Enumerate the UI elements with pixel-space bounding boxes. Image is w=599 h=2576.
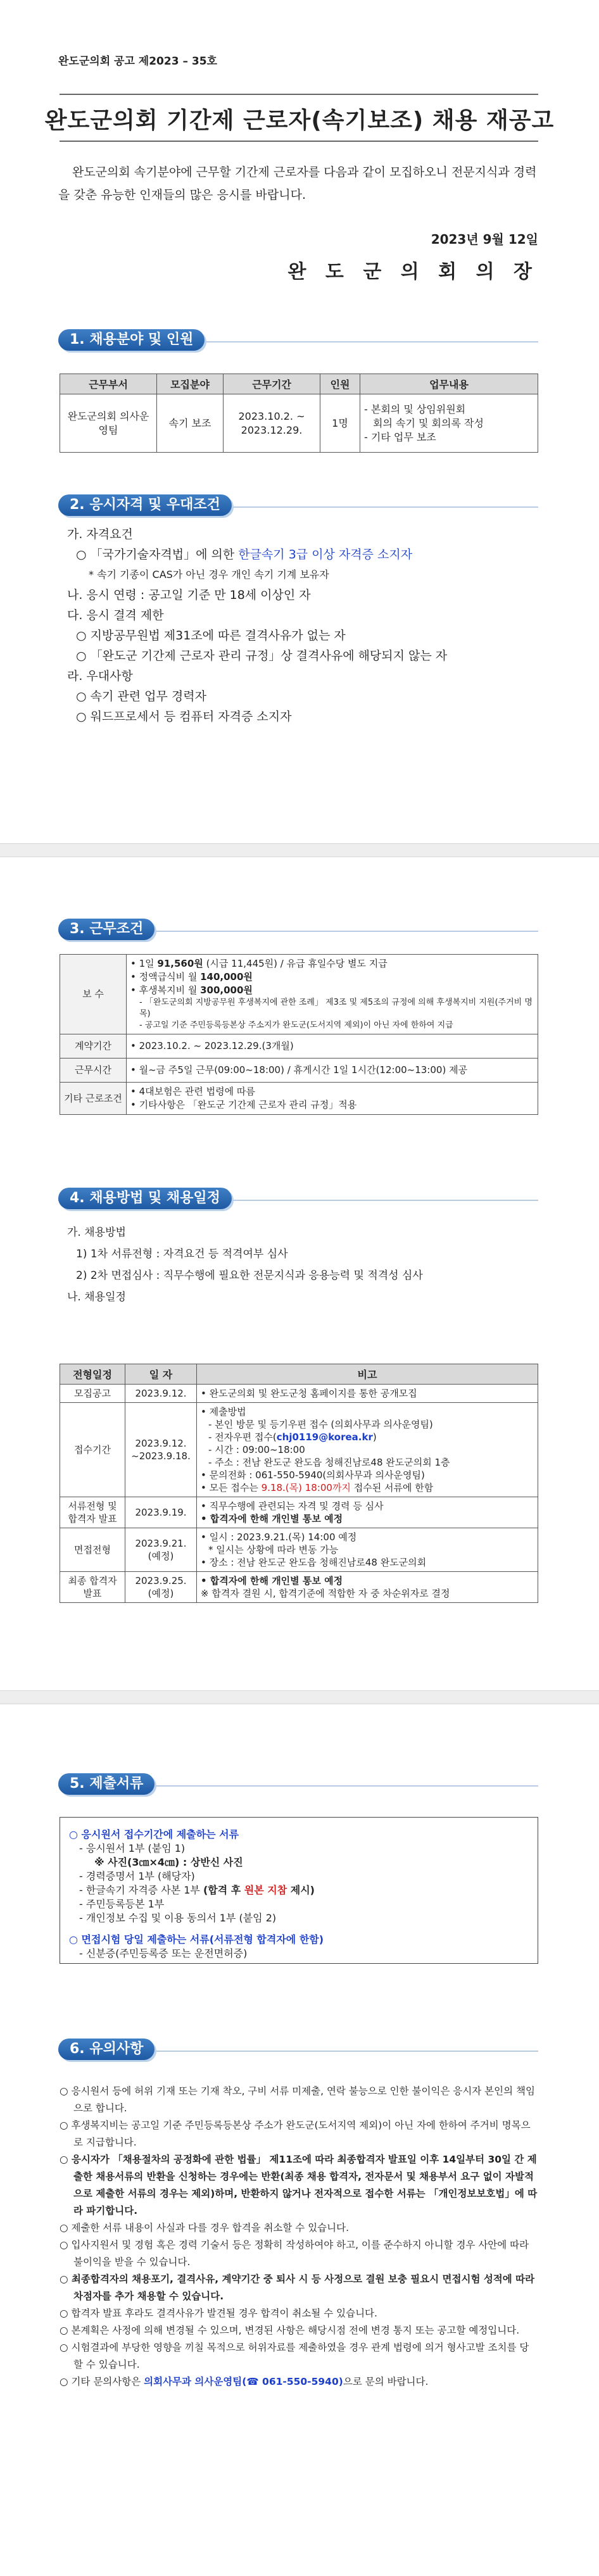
list-note: * 속기 기종이 CAS가 아닌 경우 개인 속기 기계 보유자 <box>89 569 329 581</box>
documents-list <box>69 1828 324 1961</box>
note-item: ○ 응시원서 등에 허위 기재 또는 기재 착오, 구비 서류 미제출, 연락 불능으로 인한 불이익은 응시자 본인의 책임으로 합니다. <box>60 2085 535 2114</box>
note-item: ○ 본계획은 사정에 의해 변경될 수 있으며, 변경된 사항은 해당시점 전에 변경 통지 또는 공고할 예정입니다. <box>60 2325 520 2336</box>
note-line: • 합격자에 한해 개인별 통보 예정 <box>201 1575 343 1586</box>
table-row <box>60 1497 538 1528</box>
note-line: ※ 합격자 결원 시, 합격기준에 적합한 자 중 차순위자로 결정 <box>201 1588 450 1599</box>
row-label: 보 수 <box>60 955 127 1034</box>
note-item: ○ 후생복지비는 공고일 기준 주민등록등본상 주소가 완도군(도서지역 제외)이 아닌 자에 한하여 주거비 명목으로 지급합니다. <box>60 2120 531 2148</box>
table-header-row <box>60 1364 538 1385</box>
text: 접수된 서류에 한함 <box>350 1482 434 1493</box>
col-header: 근무부서 <box>60 374 157 394</box>
table-row <box>60 1385 538 1403</box>
doc-item: - 개인정보 수집 및 이용 동의서 1부 (붙임 2) <box>79 1912 277 1924</box>
cell-note <box>197 1572 538 1603</box>
section-heading-1: 1. 채용분야 및 인원 <box>58 329 205 351</box>
page-break <box>0 1690 599 1704</box>
table-row <box>60 1572 538 1603</box>
cell-count: 1명 <box>320 394 360 453</box>
list-item: 라. 우대사항 <box>67 669 133 683</box>
doc-item: - 신분증(주민등록증 또는 운전면허증) <box>79 1947 248 1959</box>
table-row <box>60 1034 538 1059</box>
cell-date: 2023.9.25. (예정) <box>125 1572 197 1603</box>
cell-note: • 완도군의회 및 완도군청 홈페이지를 통한 공개모집 <box>197 1385 538 1403</box>
recruit-table <box>60 374 538 453</box>
text: • 모든 접수는 <box>201 1482 262 1493</box>
cell-date: 2023.9.12. ~2023.9.18. <box>125 1403 197 1497</box>
note-line: • 제출방법 <box>201 1406 246 1417</box>
text: (합격 후 <box>203 1884 244 1896</box>
pay-line <box>130 971 534 984</box>
page-title: 완도군의회 기간제 근로자(속기보조) 채용 재공고 <box>44 108 555 134</box>
doc-note: ※ 사진(3㎝×4㎝) : 상반신 사진 <box>94 1856 243 1868</box>
note-line: - 본인 방문 및 등기우편 접수 (의회사무과 의사운영팀) <box>208 1419 433 1430</box>
divider <box>60 141 538 142</box>
doc-heading: ○ 면접시험 당일 제출하는 서류(서류전형 합격자에 한함) <box>69 1933 324 1945</box>
list-item: 다. 응시 결격 제한 <box>67 608 164 622</box>
cell-stage: 접수기간 <box>60 1403 125 1497</box>
note-line: • 일시 : 2023.9.21.(목) 14:00 예정 <box>201 1531 357 1543</box>
section-heading-4: 4. 채용방법 및 채용일정 <box>58 1188 232 1209</box>
note-line: • 합격자에 한해 개인별 통보 예정 <box>201 1513 343 1524</box>
cell-stage: 모집공고 <box>60 1385 125 1403</box>
text: • 정액급식비 월 <box>130 971 201 983</box>
text: 원본 지참 <box>244 1884 287 1896</box>
note-item: ○ 합격자 발표 후라도 결격사유가 발견될 경우 합격이 취소될 수 있습니다. <box>60 2308 377 2319</box>
cell-pay <box>127 955 538 1034</box>
note-line: - 주소 : 전남 완도군 완도읍 청해진남로48 완도군의회 1층 <box>208 1457 450 1468</box>
row-label: 계약기간 <box>60 1034 127 1059</box>
divider <box>60 94 538 95</box>
doc-heading: ○ 응시원서 접수기간에 제출하는 서류 <box>69 1828 239 1840</box>
note-item: ○ 제출한 서류 내용이 사실과 다를 경우 합격을 취소할 수 있습니다. <box>60 2222 350 2234</box>
deadline-text: 9.18.(목) 18:00까지 <box>261 1482 351 1493</box>
pay-line <box>130 957 534 971</box>
text: 으로 문의 바랍니다. <box>343 2376 429 2387</box>
notes-list <box>60 2083 538 2391</box>
text: 제시) <box>287 1884 315 1896</box>
duty-line: - 본회의 및 상임위원회 <box>364 403 466 415</box>
email-link[interactable]: chj0119@korea.kr <box>276 1431 373 1443</box>
cell-field: 속기 보조 <box>157 394 224 453</box>
contact-info: 의회사무과 의사운영팀(☎ 061-550-5940) <box>144 2376 343 2387</box>
cell-duties <box>360 394 538 453</box>
list-item: 나. 응시 연령 : 공고일 기준 만 18세 이상인 자 <box>67 588 311 602</box>
note-line: * 일시는 상황에 따라 변동 가능 <box>208 1544 339 1555</box>
note-item: ○ 응시자가 「채용절차의 공정화에 관한 법률」 제11조에 따라 최종합격자 발표일 이후 14일부터 30일 간 제출한 채용서류의 반환을 신청하는 경우에는 반환(최종 채용 합격자, 전자문서 및 채용부서 요구 없이 자발적으로 제출한 서류의 경우는 제외)하며, 반환하지 않거나 전자적으로 접수한 서류는 「개인정보보호법」에 따라 파기합니다. <box>60 2154 538 2216</box>
note-line: - 시간 : 09:00~18:00 <box>208 1444 305 1455</box>
cell-date: 2023.9.21. (예정) <box>125 1528 197 1572</box>
section-heading-5: 5. 제출서류 <box>58 1773 154 1795</box>
cell-date: 2023.9.19. <box>125 1497 197 1528</box>
pay-note: - 「완도군의회 지방공무원 후생복지에 관한 조례」 제3조 및 제5조의 규정에 의해 후생복지비 지원(주거비 명목) <box>139 998 533 1019</box>
table-row <box>60 1403 538 1497</box>
col-header: 전형일정 <box>60 1364 125 1385</box>
text: - 전자우편 접수( <box>208 1431 277 1443</box>
table-header-row <box>60 374 538 394</box>
other-line: • 4대보험은 관련 법령에 따름 <box>130 1086 255 1097</box>
col-header: 모집분야 <box>157 374 224 394</box>
cell-other <box>127 1083 538 1115</box>
doc-item <box>69 1883 324 1897</box>
col-header: 비고 <box>197 1364 538 1385</box>
cell-dept: 완도군의회 의사운영팀 <box>60 394 157 453</box>
method-list <box>67 1222 423 1308</box>
note-line <box>201 1431 534 1443</box>
note-item: ○ 시험결과에 부당한 영향을 끼칠 목적으로 허위자료를 제출하였을 경우 관계 법령에 의거 형사고발 조치를 당할 수 있습니다. <box>60 2342 529 2370</box>
cell-note <box>197 1528 538 1572</box>
work-conditions-table <box>60 954 538 1115</box>
pay-note: - 공고일 기준 주민등록등본상 주소지가 완도군(도서지역 제외)이 아닌 자에 한하여 지급 <box>139 1021 453 1030</box>
text: 300,000원 <box>200 984 253 996</box>
list-item: ○ 지방공무원법 제31조에 따른 결격사유가 없는 자 <box>76 629 346 643</box>
cell-period: 2023.10.2. ~ 2023.12.29. <box>224 394 320 453</box>
col-header: 근무기간 <box>224 374 320 394</box>
intro-text: 완도군의회 속기분야에 근무할 기간제 근로자를 다음과 같이 모집하오니 전문지식과 경력을 갖춘 유능한 인재들의 많은 응시를 바랍니다. <box>58 165 537 202</box>
schedule-table <box>60 1364 538 1603</box>
doc-item: - 주민등록등본 1부 <box>79 1898 165 1910</box>
list-item <box>67 544 447 565</box>
text: ○ 「국가기술자격법」에 의한 <box>76 548 239 562</box>
table-row <box>60 1059 538 1083</box>
note-item: ○ 최종합격자의 채용포기, 결격사유, 계약기간 중 퇴사 시 등 사정으로 결원 보충 필요시 면접시험 성적에 따라 차점자를 추가 채용할 수 있습니다. <box>60 2273 535 2302</box>
note-line: • 직무수행에 관련되는 자격 및 경력 등 심사 <box>201 1500 384 1512</box>
cell-stage: 최종 합격자 발표 <box>60 1572 125 1603</box>
text: • 후생복지비 월 <box>130 984 201 996</box>
notice-date: 2023년 9월 12일 <box>431 232 538 247</box>
section-heading-3: 3. 근무조건 <box>58 919 154 940</box>
text: 140,000원 <box>200 971 253 983</box>
duty-line: - 기타 업무 보조 <box>364 430 436 443</box>
table-row <box>60 955 538 1034</box>
text: ○ 기타 문의사항은 <box>60 2376 144 2387</box>
note-line <box>201 1481 534 1494</box>
notice-number: 완도군의회 공고 제2023 – 35호 <box>58 55 217 68</box>
cell-note <box>197 1403 538 1497</box>
qualification-list <box>67 524 447 727</box>
list-item: 2) 2차 면접심사 : 직무수행에 필요한 전문지식과 응용능력 및 적격성 심사 <box>76 1269 423 1282</box>
text: - 한글속기 자격증 사본 1부 <box>79 1884 203 1896</box>
cell-date: 2023.9.12. <box>125 1385 197 1403</box>
cell-stage: 면접전형 <box>60 1528 125 1572</box>
list-item: 가. 채용방법 <box>67 1226 126 1239</box>
list-item: ○ 워드프로세서 등 컴퓨터 자격증 소지자 <box>76 710 292 724</box>
list-item: 가. 자격요건 <box>67 527 133 541</box>
col-header: 업무내용 <box>360 374 538 394</box>
table-row <box>60 1528 538 1572</box>
text: • 1일 <box>130 958 158 969</box>
table-row <box>60 394 538 453</box>
documents-box <box>60 1817 538 1964</box>
col-header: 일 자 <box>125 1364 197 1385</box>
pay-line <box>130 984 534 997</box>
text: ) <box>372 1431 377 1443</box>
col-header: 인원 <box>320 374 360 394</box>
list-item: 나. 채용일정 <box>67 1291 126 1304</box>
cell-hours: • 월~금 주5일 근무(09:00~18:00) / 휴게시간 1일 1시간(12:00~13:00) 제공 <box>127 1059 538 1083</box>
note-line: • 문의전화 : 061-550-5940(의회사무과 의사운영팀) <box>201 1469 425 1481</box>
list-item: 1) 1차 서류전형 : 자격요건 등 적격여부 심사 <box>76 1248 288 1260</box>
section-heading-6: 6. 유의사항 <box>58 2039 154 2060</box>
other-line: • 기타사항은 「완도군 기간제 근로자 관리 규정」적용 <box>130 1099 357 1110</box>
duty-line: 회의 속기 및 회의록 작성 <box>373 417 484 429</box>
text: (시급 11,445원) / 유급 휴일수당 별도 지급 <box>203 958 388 969</box>
highlight-text: 한글속기 3급 이상 자격증 소지자 <box>238 548 413 562</box>
note-item: ○ 입사지원서 및 경험 혹은 경력 기술서 등은 정확히 작성하여야 하고, 이를 준수하지 아니할 경우 사안에 따라 불이익을 받을 수 있습니다. <box>60 2239 529 2268</box>
cell-period: • 2023.10.2. ~ 2023.12.29.(3개월) <box>127 1034 538 1059</box>
list-item: ○ 속기 관련 업무 경력자 <box>76 689 206 703</box>
table-row <box>60 1083 538 1115</box>
list-item: ○ 「완도군 기간제 근로자 관리 규정」상 결격사유에 해당되지 않는 자 <box>76 649 448 663</box>
text: 91,560원 <box>157 958 203 969</box>
row-label: 기타 근로조건 <box>60 1083 127 1115</box>
section-heading-2: 2. 응시자격 및 우대조건 <box>58 494 232 516</box>
issuing-organization: 완 도 군 의 회 의 장 <box>287 261 538 283</box>
cell-note <box>197 1497 538 1528</box>
page-break <box>0 843 599 857</box>
note-item <box>60 2373 538 2391</box>
row-label: 근무시간 <box>60 1059 127 1083</box>
doc-item: - 경력증명서 1부 (해당자) <box>79 1870 195 1882</box>
doc-item: - 응시원서 1부 (붙임 1) <box>79 1842 186 1854</box>
note-line: • 장소 : 전남 완도군 완도읍 청해진남로48 완도군의회 <box>201 1557 427 1568</box>
cell-stage: 서류전형 및 합격자 발표 <box>60 1497 125 1528</box>
